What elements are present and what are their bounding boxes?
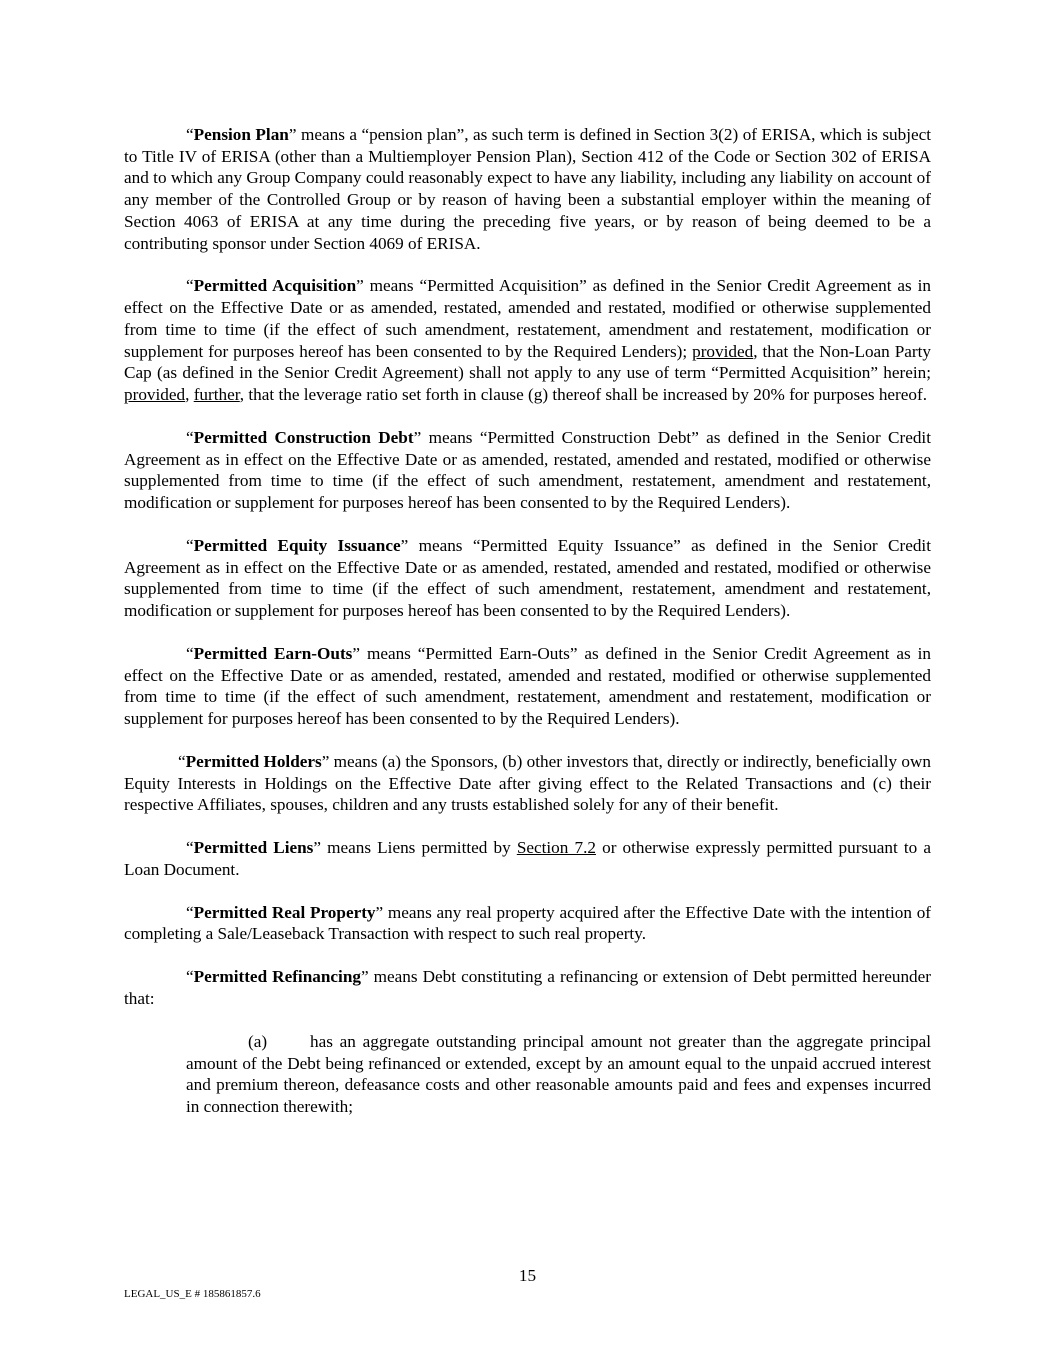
definition-text: means “Permitted Equity Issuance” as defined in the Senior Credit Agreement as in effect on the Effective Date or as amended, restated, amended and restated, modified or otherwise supplemented from time to time (if the effect of such amendment, restatement, amendment and restatement, modification or supplement for purposes hereof has been consented to by the Required Lenders). xyxy=(124,535,931,620)
document-page xyxy=(124,124,931,1118)
definition-text: means “Permitted Acquisition” as defined in the Senior Credit Agreement as in effect on the Effective Date or as amended, restated, amended and restated, modified or otherwise supplemented from time to time (if the effect of such amendment, restatement, amendment and restatement, modification or supplement for purposes hereof has been consented to by the Required Lenders); xyxy=(124,276,931,361)
defined-term: Permitted Liens xyxy=(193,838,314,858)
definition-text: means Debt constituting a refinancing or extension of Debt permitted hereunder that: xyxy=(124,967,931,1008)
defined-term: Permitted Refinancing xyxy=(193,967,361,987)
definition-permitted-equity-issuance: “Permitted Equity Issuance” means “Permitted Equity Issuance” as defined in the Senior Credit Agreement as in effect on the Effective Date or as amended, restated, amended and restated, modified or otherwise supplemented from time to time (if the effect of such amendment, restatement, amendment and restatement, modification or supplement for purposes hereof has been consented to by the Required Lenders). xyxy=(124,535,931,620)
defined-term: Permitted Holders xyxy=(185,751,322,771)
definition-permitted-acquisition: “Permitted Acquisition” means “Permitted Acquisition” as defined in the Senior Credit Agreement as in effect on the Effective Date or as amended, restated, amended and restated, modified or otherwise supplemented from time to time (if the effect of such amendment, restatement, amendment and restatement, modification or supplement for purposes hereof has been consented to by the Required Lenders); provided, that the Non-Loan Party Cap (as defined in the Senior Credit Agreement) shall not apply to any use of term “Permitted Acquisition” herein; provided, further, that the leverage ratio set forth in clause (g) thereof shall be increased by 20% for purposes hereof. xyxy=(124,276,931,404)
definition-text: means any real property acquired after the Effective Date with the intention of completing a Sale/Leaseback Transaction with respect to such real property. xyxy=(124,902,932,944)
defined-term: Permitted Earn-Outs xyxy=(193,643,353,663)
definition-permitted-refinancing: “Permitted Refinancing” means Debt constituting a refinancing or extension of Debt permitted hereunder that: xyxy=(124,967,931,1008)
clause-label: (a) xyxy=(248,1031,268,1051)
definition-permitted-holders: “Permitted Holders” means (a) the Sponsors, (b) other investors that, directly or indirectly, beneficially own Equity Interests in Holdings on the Effective Date after giving effect to the Related Transactions and (c) their respective Affiliates, spouses, children and any trusts established solely for any of their benefit. xyxy=(124,751,931,815)
defined-term: Permitted Real Property xyxy=(193,902,376,922)
defined-term: Permitted Equity Issuance xyxy=(193,535,401,555)
clause-a xyxy=(186,1031,931,1118)
section-reference: Section 7.2 xyxy=(516,838,596,858)
definition-permitted-construction-debt: “Permitted Construction Debt” means “Permitted Construction Debt” as defined in the Senior Credit Agreement as in effect on the Effective Date or as amended, restated, amended and restated, modified or otherwise supplemented from time to time (if the effect of such amendment, restatement, amendment and restatement, modification or supplement for purposes hereof has been consented to by the Required Lenders). xyxy=(124,427,931,512)
definition-text: means a “pension plan”, as such term is defined in Section 3(2) of ERISA, which is subject to Title IV of ERISA (other than a Multiemployer Pension Plan), Section 412 of the Code or Section 302 of ERISA and to which any Group Company could reasonably expect to have any liability, including any liability on account of any member of the Controlled Group or by reason of having been a substantial employer within the meaning of Section 4063 of ERISA at any time during the preceding five years, or by reason of being deemed to be a contributing sponsor under Section 4069 of ERISA. xyxy=(124,125,932,253)
definition-text: means (a) the Sponsors, (b) other investors that, directly or indirectly, beneficially own Equity Interests in Holdings on the Effective Date after giving effect to the Related Transactions and (c) their respective Affiliates, spouses, children and any trusts established solely for any of their benefit. xyxy=(124,751,931,815)
document-id: LEGAL_US_E # 185861857.6 xyxy=(124,1288,261,1300)
defined-term: Permitted Construction Debt xyxy=(193,427,414,447)
definition-permitted-liens: “Permitted Liens” means Liens permitted by Section 7.2 or otherwise expressly permitted pursuant to a Loan Document. xyxy=(124,838,931,879)
clause-text: has an aggregate outstanding principal amount not greater than the aggregate principal amount of the Debt being refinanced or extended, except by an amount equal to the unpaid accrued interest and premium thereon, defeasance costs and other reasonable amounts paid and fees and expenses incurred in connection therewith; xyxy=(186,1031,931,1116)
provided-underlined: provided xyxy=(692,341,754,361)
definition-pension-plan: “Pension Plan” means a “pension plan”, as such term is defined in Section 3(2) of ERISA, which is subject to Title IV of ERISA (other than a Multiemployer Pension Plan), Section 412 of the Code or Section 302 of ERISA and to which any Group Company could reasonably expect to have any liability, including any liability on account of any member of the Controlled Group or by reason of having been a substantial employer within the meaning of Section 4063 of ERISA at any time during the preceding five years, or by reason of being deemed to be a contributing sponsor under Section 4069 of ERISA. xyxy=(124,125,932,253)
further-underlined: further xyxy=(193,384,240,404)
definition-text: , that the leverage ratio set forth in clause (g) thereof shall be increased by 20% for purposes hereof. xyxy=(239,384,928,404)
provided-underlined: provided xyxy=(124,384,186,404)
definition-text: or otherwise expressly permitted pursuant to a Loan Document. xyxy=(124,838,931,879)
definition-text: means “Permitted Earn-Outs” as defined in the Senior Credit Agreement as in effect on the Effective Date or as amended, restated, amended and restated, modified or otherwise supplemented from time to time (if the effect of such amendment, restatement, amendment and restatement, modification or supplement for purposes hereof has been consented to by the Required Lenders). xyxy=(124,643,932,728)
definition-permitted-real-property: “Permitted Real Property” means any real property acquired after the Effective Date with the intention of completing a Sale/Leaseback Transaction with respect to such real property. xyxy=(124,902,932,944)
definition-text: means “Permitted Construction Debt” as defined in the Senior Credit Agreement as in effect on the Effective Date or as amended, restated, amended and restated, modified or otherwise supplemented from time to time (if the effect of such amendment, restatement, amendment and restatement, modification or supplement for purposes hereof has been consented to by the Required Lenders). xyxy=(124,427,931,512)
definition-text: means Liens permitted by xyxy=(321,838,517,858)
page-number: 15 xyxy=(518,1266,537,1285)
definition-permitted-earn-outs: “Permitted Earn-Outs” means “Permitted Earn-Outs” as defined in the Senior Credit Agreement as in effect on the Effective Date or as amended, restated, amended and restated, modified or otherwise supplemented from time to time (if the effect of such amendment, restatement, amendment and restatement, modification or supplement for purposes hereof has been consented to by the Required Lenders). xyxy=(124,643,932,728)
definition-text: , that the Non-Loan Party Cap (as defined in the Senior Credit Agreement) shall not apply to any use of term “Permitted Acquisition” herein; xyxy=(124,341,931,383)
defined-term: Permitted Acquisition xyxy=(193,276,357,296)
defined-term: Pension Plan xyxy=(193,125,289,144)
